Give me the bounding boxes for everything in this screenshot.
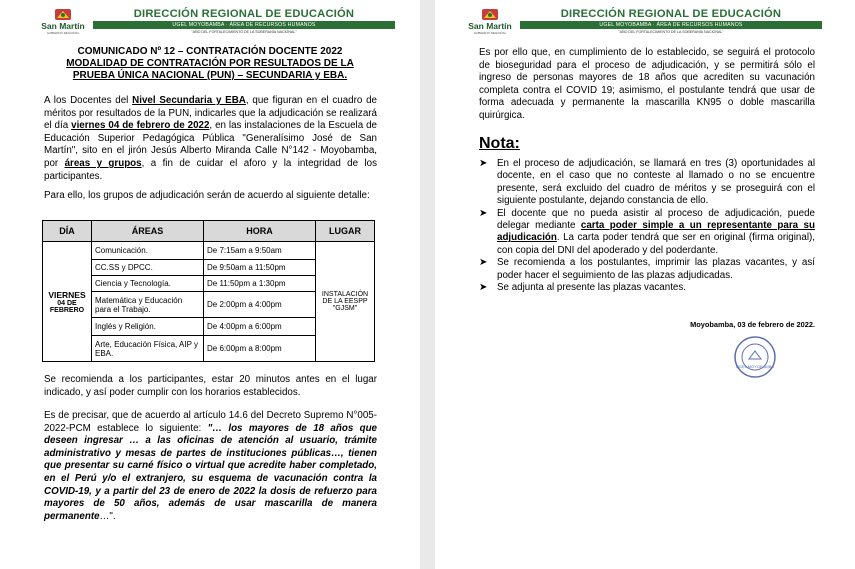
arrow-bullet-icon: ➤ bbox=[479, 158, 488, 169]
proxy-letter-highlight: carta poder simple a un representante para su adjudicación bbox=[497, 220, 815, 244]
groups-paragraph: Para ello, los grupos de adjudicación serán de acuerdo al siguiente detalle: bbox=[44, 190, 370, 201]
table-header-cell: LUGAR bbox=[316, 221, 375, 242]
list-item: ➤ En el proceso de adjudicación, se llamará en tres (3) oportunidades al docente, en el caso que no conteste al llamado o no se encuentre presente, será excluido del cuadro de méritos y se proseguirá con el siguiente postulante, dejando constancia de ello. bbox=[479, 158, 815, 207]
area-cell: Ciencia y Tecnología. bbox=[92, 276, 204, 292]
letterhead bbox=[40, 8, 395, 38]
time-cell: De 2:00pm a 4:00pm bbox=[204, 292, 316, 318]
intro-paragraph: A los Docentes del Nivel Secundaria y EBA, que figuran en el cuadro de méritos por resultados de la PUN, indicarles que la adjudicación se realizará el día viernes 04 de febrero de 2022, en las instalaciones de la Escuela de Educación Superior Pedagógica Pública "Generalísimo José de San Martín", sito en el jirón Jesús Alberto Miranda Calle N°142 - Moyobamba, por áreas y grupos, a fin de cuidar el aforo y la integridad de los participantes. bbox=[44, 95, 378, 182]
official-seal-icon bbox=[733, 335, 777, 379]
letterhead-title: DIRECCIÓN REGIONAL DE EDUCACIÓN bbox=[133, 8, 355, 20]
letterhead-tagline: "AÑO DEL FORTALECIMIENTO DE LA SOBERANÍA NACIONAL" bbox=[618, 30, 724, 34]
arrow-bullet-icon: ➤ bbox=[479, 207, 488, 219]
day-cell: VIERNES 04 DE FEBRERO bbox=[43, 242, 92, 362]
time-cell: De 7:15am a 9:50am bbox=[204, 242, 316, 260]
table-header-row bbox=[43, 221, 375, 242]
time-cell: De 6:00pm a 8:00pm bbox=[204, 336, 316, 362]
time-cell: De 11:50pm a 1:30pm bbox=[204, 276, 316, 292]
groups-highlight: áreas y grupos bbox=[64, 157, 142, 169]
arrow-bullet-icon: ➤ bbox=[479, 257, 488, 269]
document-heading: COMUNICADO Nº 12 – CONTRATACIÓN DOCENTE 2022 bbox=[77, 46, 343, 57]
document-page-1 bbox=[0, 0, 420, 569]
table-row bbox=[43, 242, 375, 260]
list-item: ➤ Se adjunta al presente las plazas vacantes. bbox=[479, 282, 686, 294]
document-page-2 bbox=[435, 0, 855, 569]
table-header-cell: HORA bbox=[204, 221, 316, 242]
letterhead-subtitle: UGEL MOYOBAMBA · ÁREA DE RECURSOS HUMANOS bbox=[520, 21, 822, 29]
logo-text: San Martín bbox=[468, 21, 512, 31]
place-cell: INSTALACIÓN DE LA EESPP "GJSM" bbox=[316, 242, 375, 362]
time-cell: De 9:50am a 11:50pm bbox=[204, 260, 316, 276]
decree-paragraph: Es de precisar, que de acuerdo al artículo 14.6 del Decreto Supremo N°005-2022-PCM establece lo siguiente: "… los mayores de 18 años que deseen ingresar … a las oficinas de atención al usuario, trámite administrativo y mesas de partes de instituciones públicas…, tienen que presentar su carné físico o virtual que acredite haber completado, en el Perú y/o el extranjero, su esquema de vacunación contra la COVID-19, y a partir del 23 de enero de 2022 la dosis de refuerzo para mayores de 50 años, además de usar mascarilla de manera permanente…". bbox=[44, 410, 377, 522]
list-item: ➤ Se recomienda a los postulantes, imprimir las plazas vacantes, y así poder hacer el seguimiento de las plazas adjudicadas. bbox=[479, 257, 815, 281]
letterhead-tagline: "AÑO DEL FORTALECIMIENTO DE LA SOBERANÍA NACIONAL" bbox=[191, 30, 297, 34]
decree-quote: "… los mayores de 18 años que deseen ingresar … a las oficinas de atención al usuario, trámite administrativo y mesas de partes de instituciones públicas…, tienen que presentar su carné físico o virtual que acredite haber completado, en el Perú y/o el extranjero, su esquema de vacunación contra la COVID-19, y a partir del 23 de enero de 2022 la dosis de refuerzo para mayores de 50 años, además de usar mascarilla de manera permanente bbox=[44, 422, 377, 522]
date-highlight: viernes 04 de febrero de 2022 bbox=[71, 120, 210, 132]
level-highlight: Nivel Secundaria y EBA bbox=[132, 95, 246, 106]
document-subheading: MODALIDAD DE CONTRATACIÓN POR RESULTADOS DE LA PRUEBA ÚNICA NACIONAL (PUN) – SECUNDARIA y EBA. bbox=[66, 58, 354, 81]
logo-text: San Martín bbox=[41, 21, 85, 31]
notes-list bbox=[475, 158, 815, 294]
document-date: Moyobamba, 03 de febrero de 2022. bbox=[690, 320, 815, 329]
area-cell: Matemática y Educación para el Trabajo. bbox=[92, 292, 204, 318]
area-cell: Inglés y Religión. bbox=[92, 318, 204, 336]
arrow-bullet-icon: ➤ bbox=[479, 282, 488, 294]
area-cell: Arte, Educación Física, AIP y EBA. bbox=[92, 336, 204, 362]
letterhead bbox=[467, 8, 822, 38]
area-cell: Comunicación. bbox=[92, 242, 204, 260]
recommendation-paragraph: Se recomienda a los participantes, estar 20 minutos antes en el lugar indicado, y así poder cumplir con los horarios establecidos. bbox=[44, 374, 377, 398]
table-header-cell: DÍA bbox=[43, 221, 92, 242]
area-cell: CC.SS y DPCC. bbox=[92, 260, 204, 276]
time-cell: De 4:00pm a 6:00pm bbox=[204, 318, 316, 336]
nota-heading: Nota: bbox=[479, 135, 520, 152]
schedule-table bbox=[42, 220, 375, 362]
list-item: ➤ El docente que no pueda asistir al proceso de adjudicación, puede delegar mediante carta poder simple a un representante para su adjudicación. La carta poder tendrá que ser en original (firma original), con copia del DNI del apoderado y del poderdante. bbox=[479, 207, 815, 256]
letterhead-subtitle: UGEL MOYOBAMBA · ÁREA DE RECURSOS HUMANOS bbox=[93, 21, 395, 29]
svg-text:UGEL MOYOBAMBA: UGEL MOYOBAMBA bbox=[735, 364, 775, 369]
table-header-cell: ÁREAS bbox=[92, 221, 204, 242]
protocol-paragraph: Es por ello que, en cumplimiento de lo establecido, se seguirá el protocolo de bioseguridad para el proceso de adjudicación, y se permitirá sólo el ingreso de personas mayores de 18 años que acrediten su vacunación completa contra el COVID 19; asimismo, el postulante tendrá que usar de forma adecuada y permanente la mascarilla KN95 o doble mascarilla quirúrgica. bbox=[479, 47, 815, 121]
logo-subtext: GOBIERNO REGIONAL bbox=[473, 31, 507, 35]
letterhead-title: DIRECCIÓN REGIONAL DE EDUCACIÓN bbox=[560, 8, 782, 20]
logo-subtext: GOBIERNO REGIONAL bbox=[46, 31, 80, 35]
